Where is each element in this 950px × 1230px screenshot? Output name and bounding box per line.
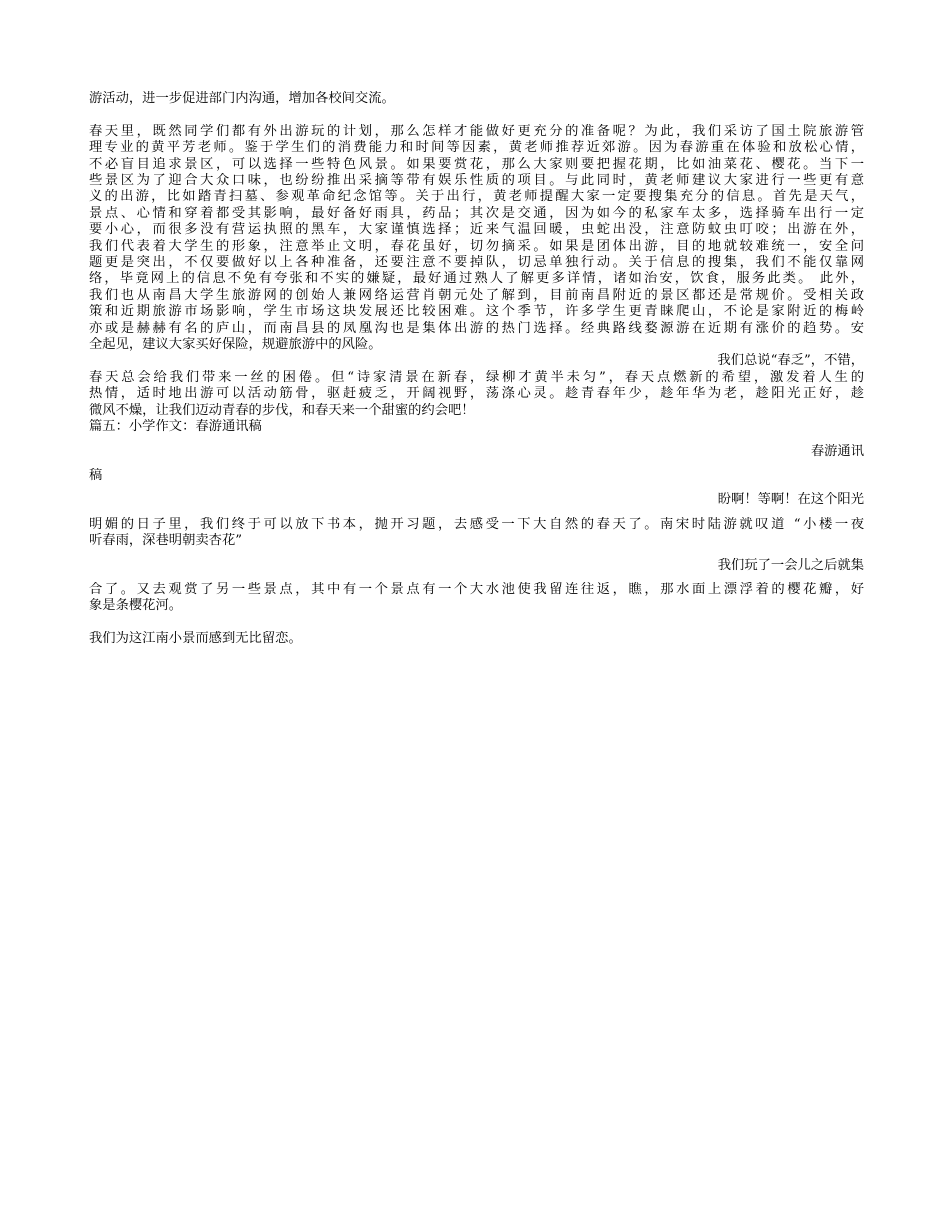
text-line: 游活动，进一步促进部门内沟通，增加各校间交流。 [89, 91, 395, 106]
document-body [89, 91, 864, 648]
article-title-right: 春游通讯 [810, 443, 864, 459]
paragraph-spring [89, 353, 864, 419]
text-line: 要小心，而很多没有营运执照的黑车，大家谨慎选择；近来气温回暖，虫蛇出没，注意防蚊虫叮咬；出游在外， [89, 222, 864, 238]
text-line: 春天里，既然同学们都有外出游玩的计划，那么怎样才能做好更充分的准备呢？为此，我们采访了国土院旅游管 [89, 123, 864, 139]
text-line: 不必盲目追求景区，可以选择一些特色风景。如果要赏花，那么大家则要把握花期，比如油菜花、樱花。当下一 [89, 156, 864, 172]
text-line: 合了。又去观赏了另一些景点，其中有一个景点有一个大水池使我留连往返，瞧，那水面上漂浮着的樱花瓣，好 [89, 581, 864, 597]
paragraph-interview [89, 124, 864, 354]
text-line: 我们代表着大学生的形象，注意举止文明，春花虽好，切勿摘采。如果是团体出游，目的地就较难统一，安全问 [89, 238, 864, 254]
text-line: 亦或是赫赫有名的庐山，而南昌县的凤凰沟也是集体出游的热门选择。经典路线婺源游在近期有涨价的趋势。安 [89, 320, 864, 336]
text-line: 些景区为了迎合大众口味，也纷纷推出采摘等带有娱乐性质的项目。与此同时，黄老师建议大家进行一些更有意 [89, 173, 864, 189]
text-line: 义的出游，比如踏青扫墓、参观革命纪念馆等。关于出行，黄老师提醒大家一定要搜集充分的信息。首先是天气， [89, 189, 864, 205]
text-line: 热情，适时地出游可以活动筋骨，驱赶疲乏，开阔视野，荡涤心灵。趁青春年少，趁年华为老，趁阳光正好，趁 [89, 386, 864, 402]
text-line: 景点、心情和穿着都受其影响，最好备好雨具，药品；其次是交通，因为如今的私家车太多，选择骑车出行一定 [89, 205, 864, 221]
text-line: 我们也从南昌大学生旅游网的创始人兼网络运营肖朝元处了解到，目前南昌附近的景区都还是常规价。受相关政 [89, 287, 864, 303]
text-line-right: 盼啊！等啊！在这个阳光 [717, 492, 864, 508]
paragraph-sunny-day [89, 492, 864, 549]
text-line: 听春雨，深巷明朝卖杏花” [89, 533, 243, 549]
text-line: 我们为这江南小景而感到无比留恋。 [89, 631, 302, 647]
text-line: 象是条樱花河。 [89, 598, 183, 614]
section-heading: 篇五：小学作文：春游通讯稿 [89, 419, 262, 435]
text-line: 理专业的黄平芳老师。鉴于学生们的消费能力和时间等因素，黄老师推荐近郊游。因为春游重在体验和放松心情， [89, 140, 864, 156]
text-line-right: 我们总说“春乏”，不错， [717, 353, 864, 369]
text-line: 微风不燥，让我们迈动青春的步伐，和春天来一个甜蜜的约会吧！ [89, 402, 475, 418]
article-title-left: 稿 [89, 467, 103, 483]
text-line: 全起见，建议大家买好保险，规避旅游中的风险。 [89, 337, 382, 353]
text-line: 络，毕竟网上的信息不免有夸张和不实的嫌疑，最好通过熟人了解更多详情，诸如治安，饮食，服务此类。 此外， [89, 271, 864, 287]
text-line: 题更是突出，不仅要做好以上各种准备，还要注意不要掉队，切忌单独行动。关于信息的搜集，我们不能仅靠网 [89, 255, 864, 271]
paragraph-gather [89, 558, 864, 615]
text-line-right: 我们玩了一会儿之后就集 [717, 557, 864, 573]
text-line: 策和近期旅游市场影响，学生市场这块发展还比较困难。这个季节，许多学生更青睐爬山，不论是家附近的梅岭 [89, 304, 864, 320]
text-line: 明媚的日子里，我们终于可以放下书本，抛开习题，去感受一下大自然的春天了。南宋时陆游就叹道 “小楼一夜 [89, 516, 864, 532]
text-line: 春天总会给我们带来一丝的困倦。但“诗家清景在新春，绿柳才黄半未匀”，春天点燃新的希望，激发着人生的 [89, 369, 864, 385]
